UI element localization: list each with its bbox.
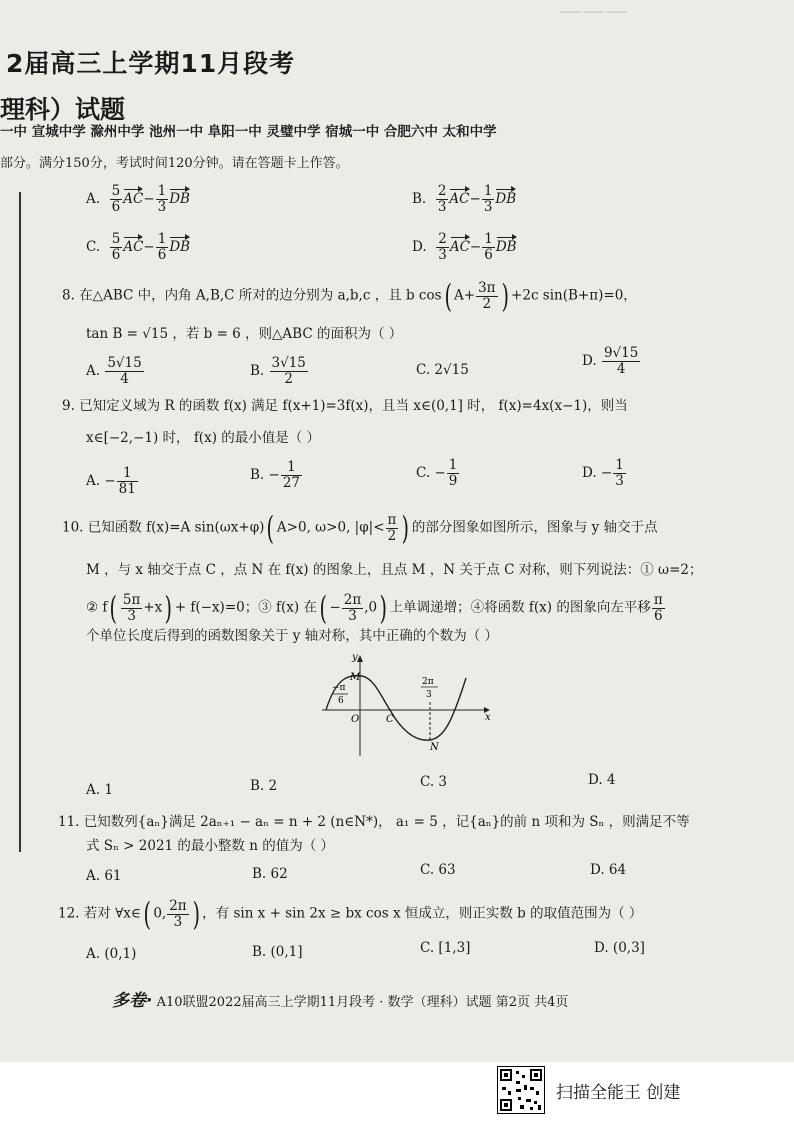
- q8-option-d: D. $\frac{9√15}{4}$: [582, 345, 639, 377]
- q9-option-b: B. − $\frac{1}{27}$: [250, 459, 301, 491]
- q12-option-a: A. (0,1): [86, 946, 137, 962]
- q12-option-b: B. (0,1]: [252, 944, 303, 960]
- exam-subtitle: 理科）试题: [0, 95, 126, 124]
- q8-option-a: A. $\frac{5√15}{4}$: [86, 355, 142, 387]
- q10-stem-line3: ② f( $\frac{5\pi}{3}$ +x) + f(−x)=0；③ f(x) 在( − $\frac{2\pi}{3}$ ,0) 上单调递增；④将函数 f(x) 的图象向左平移 $\frac{\pi}{6}$: [86, 589, 663, 627]
- q10-sine-graph: [318, 650, 493, 760]
- q10-option-c: C. 3: [420, 774, 448, 790]
- bleed-through-text: ─── ─── ───: [560, 6, 627, 19]
- q9-option-a: A. − $\frac{1}{81}$: [86, 465, 136, 497]
- q11-option-c: C. 63: [420, 862, 456, 878]
- q7-option-b: B. $\frac{2}{3}$ AC− $\frac{1}{3}$ DB: [412, 183, 517, 215]
- q10-stem-line2: M ，与 x 轴交于点 C ，点 N 在 f(x) 的图象上，且点 M ，N 关于点 C 对称，则下列说法：① ω=2；: [86, 562, 703, 578]
- scanner-watermark: 扫描全能王 创建: [556, 1083, 681, 1103]
- x-label: x: [485, 712, 491, 723]
- sine-curve: [326, 676, 466, 741]
- point-m-label: M: [350, 672, 361, 683]
- q10-option-a: A. 1: [86, 782, 113, 798]
- q9-option-d: D. − $\frac{1}{3}$: [582, 457, 624, 489]
- q12-stem: 12. 若对 ∀x∈( 0, $\frac{2\pi}{3}$ ) ，有 sin x + sin 2x ≥ bx cos x 恒成立，则正实数 b 的取值范围为（ ）: [58, 895, 643, 933]
- q12-option-c: C. [1,3]: [420, 940, 471, 956]
- q7-option-a: A. $\frac{5}{6}$ AC− $\frac{1}{3}$ DB: [86, 183, 190, 215]
- point-c-label: C: [386, 714, 394, 725]
- q10-option-d: D. 4: [588, 772, 616, 788]
- publisher-logo: 多卷·: [112, 991, 153, 1011]
- qr-code-icon: [497, 1066, 545, 1114]
- binding-line: [19, 192, 21, 852]
- y-axis-arrow: [357, 655, 363, 662]
- q10-option-b: B. 2: [250, 778, 278, 794]
- q7-option-c: C. $\frac{5}{6}$ AC− $\frac{1}{6}$ DB: [86, 231, 191, 263]
- q9-stem-line1: 9. 已知定义域为 R 的函数 f(x) 满足 f(x+1)=3f(x)，且当 x∈(0,1] 时， f(x)=4x(x−1)，则当: [62, 398, 628, 414]
- footer-text: A10联盟2022届高三上学期11月段考 · 数学（理科）试题 第2页 共4页: [156, 995, 569, 1010]
- q10-stem-line4: 个单位长度后得到的函数图象关于 y 轴对称，其中正确的个数为（ ）: [86, 628, 498, 644]
- tick-neg-pi-6-num: −π: [332, 683, 346, 693]
- q11-stem-line1: 11. 已知数列{aₙ}满足 2aₙ₊₁ − aₙ = n + 2 (n∈N*)， a₁ = 5 ，记{aₙ}的前 n 项和为 Sₙ ，则满足不等: [58, 814, 690, 830]
- origin-label: O: [351, 714, 360, 725]
- q8-stem-line2: tan B = √15 ，若 b = 6 ，则△ABC 的面积为（ ）: [86, 326, 403, 342]
- q8-stem-line1: 8. 在△ABC 中，内角 A,B,C 所对的边分别为 a,b,c ，且 b cos( A+ $\frac{3\pi}{2}$ ) +2c sin(B+π)=0，: [62, 277, 637, 315]
- q7-option-d: D. $\frac{2}{3}$ AC− $\frac{1}{6}$ DB: [412, 231, 517, 263]
- q11-stem-line2: 式 Sₙ > 2021 的最小整数 n 的值为（ ）: [86, 838, 334, 854]
- page-footer: [112, 986, 568, 1011]
- q11-option-a: A. 61: [86, 868, 122, 884]
- q12-option-d: D. (0,3]: [594, 940, 645, 956]
- q9-option-c: C. − $\frac{1}{9}$: [416, 457, 458, 489]
- point-n-label: N: [430, 742, 439, 753]
- q9-stem-line2: x∈[−2,−1) 时， f(x) 的最小值是（ ）: [86, 430, 321, 446]
- y-label: y: [352, 652, 358, 663]
- tick-neg-pi-6-den: 6: [338, 696, 344, 706]
- q8-option-c: C. 2√15: [416, 362, 469, 378]
- q10-stem-line1: 10. 已知函数 f(x)=A sin(ωx+φ)( A>0, ω>0, |φ|< $\frac{\pi}{2}$ ) 的部分图象如图所示，图象与 y 轴交于点: [62, 509, 658, 547]
- q11-option-b: B. 62: [252, 866, 288, 882]
- exam-title: 2届高三上学期11月段考: [6, 49, 296, 78]
- tick-2pi-3-den: 3: [426, 690, 432, 700]
- exam-instructions: 部分。满分150分，考试时间120分钟。请在答题卡上作答。: [0, 156, 349, 171]
- q8-option-b: B. $\frac{3√15}{2}$: [250, 355, 306, 387]
- tick-2pi-3-num: 2π: [422, 677, 434, 687]
- school-list: 一中 宣城中学 滁州中学 池州一中 阜阳一中 灵璧中学 宿城一中 合肥六中 太和中学: [0, 124, 497, 140]
- q11-option-d: D. 64: [590, 862, 627, 878]
